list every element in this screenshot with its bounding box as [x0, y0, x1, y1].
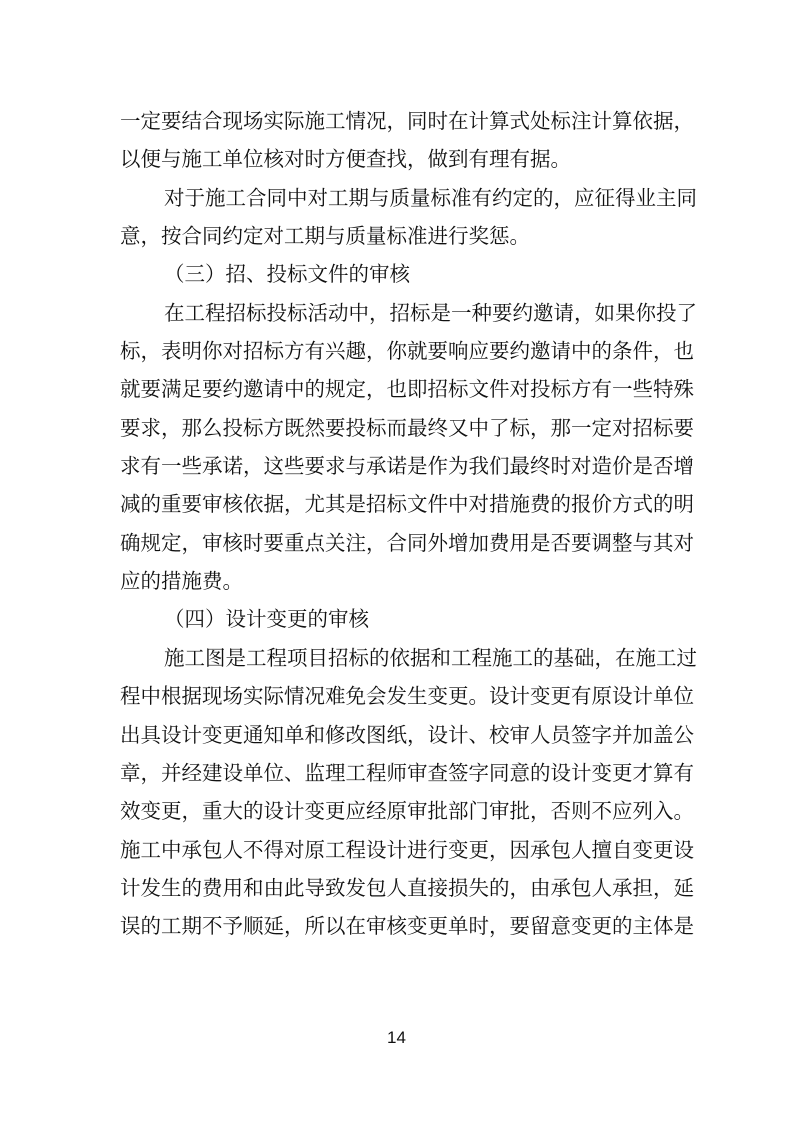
text-line: 以便与施工单位核对时方便查找，做到有理有据。 — [120, 147, 571, 172]
text-line: 章，并经建设单位、监理工程师审查签字同意的设计变更才算有 — [120, 760, 694, 785]
paragraph-start-line: 在工程招标投标活动中，招标是一种要约邀请，如果你投了 — [164, 300, 697, 325]
page-number: 14 — [387, 1028, 406, 1047]
paragraph-start-line: 对于施工合同中对工期与质量标准有约定的，应征得业主同 — [164, 185, 697, 210]
text-line: 计发生的费用和由此导致发包人直接损失的，由承包人承担，延 — [120, 875, 694, 900]
text-line: 确规定，审核时要重点关注，合同外增加费用是否要调整与其对 — [120, 530, 694, 555]
text-line: 效变更，重大的设计变更应经原审批部门审批，否则不应列入。 — [120, 799, 694, 824]
text-line: 标，表明你对招标方有兴趣，你就要响应要约邀请中的条件，也 — [120, 339, 694, 364]
text-line: 减的重要审核依据，尤其是招标文件中对措施费的报价方式的明 — [120, 492, 694, 517]
text-line: 程中根据现场实际情况难免会发生变更。设计变更有原设计单位 — [120, 684, 694, 709]
body-text — [120, 102, 697, 946]
text-line: 要求，那么投标方既然要投标而最终又中了标，那一定对招标要 — [120, 415, 694, 440]
section-heading-3: （三）招、投标文件的审核 — [164, 262, 410, 287]
text-line: 就要满足要约邀请中的规定，也即招标文件对投标方有一些特殊 — [120, 377, 694, 402]
text-line: 施工中承包人不得对原工程设计进行变更，因承包人擅自变更设 — [120, 837, 694, 862]
text-line: 意，按合同约定对工期与质量标准进行奖惩。 — [120, 224, 530, 249]
text-line: 求有一些承诺，这些要求与承诺是作为我们最终时对造价是否增 — [120, 454, 694, 479]
text-line: 一定要结合现场实际施工情况，同时在计算式处标注计算依据， — [120, 109, 694, 133]
text-line: 误的工期不予顺延，所以在审核变更单时，要留意变更的主体是 — [120, 914, 694, 939]
paragraph-start-line: 施工图是工程项目招标的依据和工程施工的基础，在施工过 — [164, 645, 697, 670]
section-heading-4: （四）设计变更的审核 — [164, 607, 369, 632]
text-line: 出具设计变更通知单和修改图纸，设计、校审人员签字并加盖公 — [120, 722, 694, 747]
text-line: 应的措施费。 — [120, 569, 243, 594]
